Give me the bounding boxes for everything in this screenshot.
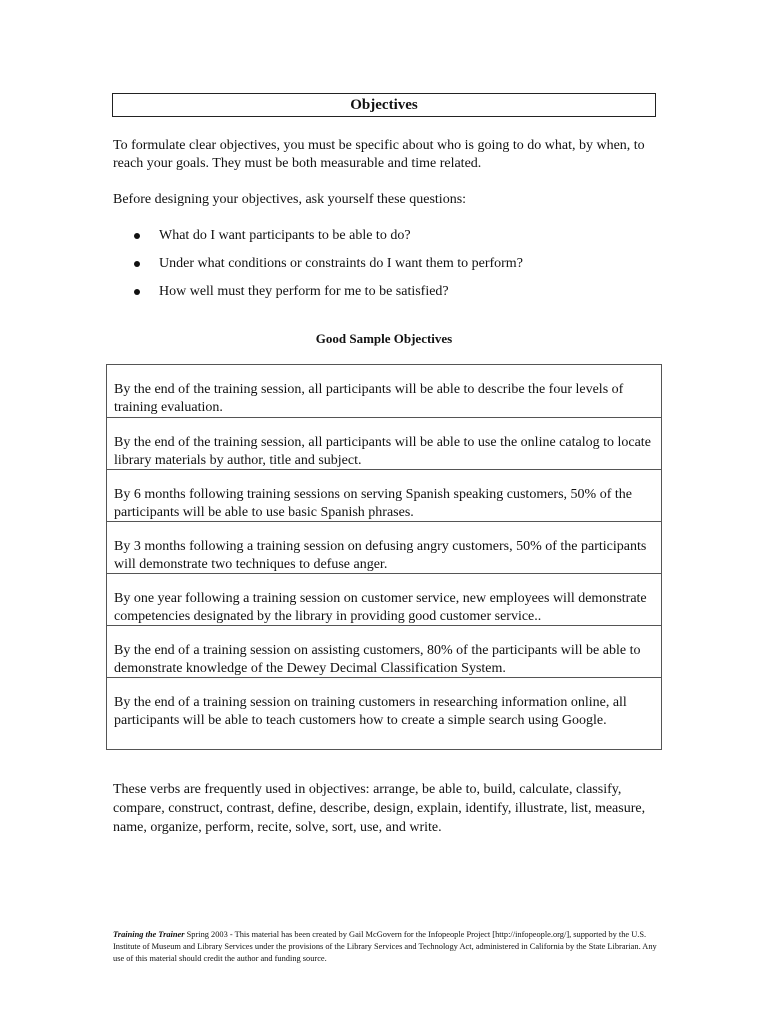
question-text: What do I want participants to be able to do? bbox=[159, 228, 411, 243]
bullet-icon bbox=[134, 289, 140, 295]
sample-objective-text: By 6 months following training sessions on serving Spanish speaking customers, 50% of the participants will be able to use basic Spanish phrases. bbox=[114, 487, 632, 520]
question-item bbox=[113, 254, 653, 282]
intro-paragraph: To formulate clear objectives, you must be specific about who is going to do what, by when, to reach your goals. They must be both measurable and time related. bbox=[113, 138, 645, 171]
sample-objectives-table bbox=[106, 364, 662, 750]
sample-objective-row bbox=[107, 522, 661, 574]
footer-credit bbox=[113, 929, 658, 965]
sample-objective-text: By the end of the training session, all participants will be able to use the online catalog to locate library materials by author, title and subject. bbox=[114, 435, 651, 468]
bullet-icon bbox=[134, 261, 140, 267]
sample-objective-text: By 3 months following a training session on defusing angry customers, 50% of the participants will demonstrate two techniques to defuse anger. bbox=[114, 539, 647, 572]
question-item bbox=[113, 282, 653, 310]
bullet-icon bbox=[134, 233, 140, 239]
sample-objective-row bbox=[107, 418, 661, 470]
sample-objective-row bbox=[107, 626, 661, 678]
question-item bbox=[113, 226, 653, 254]
sample-objective-row bbox=[107, 678, 661, 749]
questions-list bbox=[113, 226, 653, 310]
verbs-paragraph: These verbs are frequently used in objectives: arrange, be able to, build, calculate, classify, compare, construct, contrast, define, describe, design, explain, identify, illustrate, list, measure, name, organize, perform, recite, solve, sort, use, and write. bbox=[113, 782, 646, 835]
sample-objectives-heading: Good Sample Objectives bbox=[315, 331, 453, 346]
sample-objective-row bbox=[107, 574, 661, 626]
footer-text: Spring 2003 - This material has been created by Gail McGovern for the Infopeople Project [http://infopeople.org/], supported by the U.S. Institute of Museum and Library Services under the provisions of the Library Services and Technology Act, administered in California by the State Librarian. Any use of this material should credit the author and funding source. bbox=[113, 930, 657, 963]
page-title: Objectives bbox=[112, 93, 656, 117]
questions-intro: Before designing your objectives, ask yourself these questions: bbox=[113, 192, 467, 207]
sample-objective-text: By one year following a training session on customer service, new employees will demonstrate competencies designated by the library in providing good customer service.. bbox=[114, 591, 647, 624]
question-text: How well must they perform for me to be satisfied? bbox=[159, 284, 449, 299]
question-text: Under what conditions or constraints do I want them to perform? bbox=[159, 256, 523, 271]
footer-title: Training the Trainer bbox=[113, 930, 185, 939]
sample-objective-row bbox=[107, 470, 661, 522]
sample-objective-text: By the end of a training session on training customers in researching information online, all participants will be able to teach customers how to create a simple search using Google. bbox=[114, 695, 627, 728]
sample-objective-text: By the end of the training session, all participants will be able to describe the four levels of training evaluation. bbox=[114, 382, 624, 415]
sample-objective-text: By the end of a training session on assisting customers, 80% of the participants will be able to demonstrate knowledge of the Dewey Decimal Classification System. bbox=[114, 643, 641, 676]
sample-objective-row bbox=[107, 365, 661, 418]
